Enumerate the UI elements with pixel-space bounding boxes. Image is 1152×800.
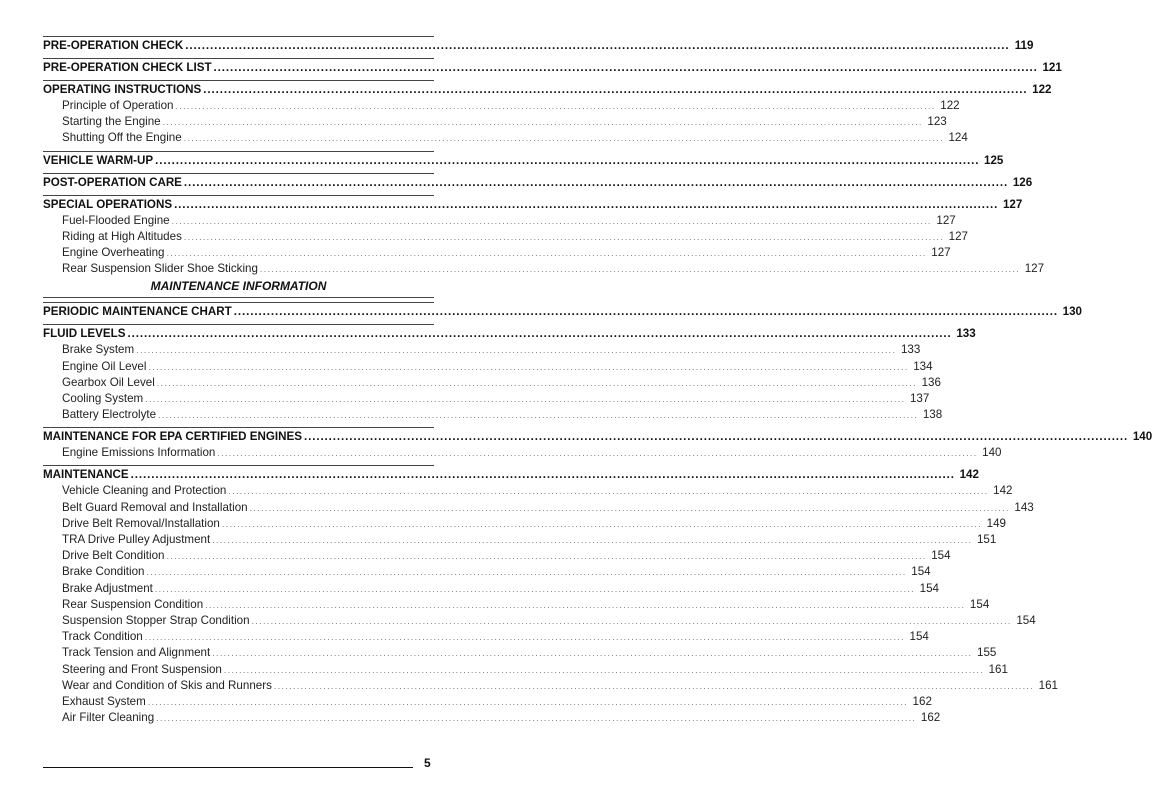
toc-sub-entry[interactable] [43,98,960,114]
entry-title: Engine Oil Level [62,359,147,373]
dot-leader: ........................................................................................................................................................................................................ [221,518,982,529]
toc-sub-entry[interactable] [43,500,1034,516]
dot-leader: ........................................................................................................................................................................................................ [259,264,1021,275]
toc-sub-entry[interactable] [43,613,1036,629]
dot-leader: ........................................................................................................................................................................................................ [158,410,919,421]
dot-leader: ........................................................................................................................................................................................................ [166,247,927,258]
entry-page-number: 122 [940,99,960,112]
entry-page-number: 140 [1132,430,1152,444]
dot-leader: ........................................................................................................................................................................................................ [212,648,973,659]
toc-sub-entry[interactable] [43,694,932,710]
toc-sub-entry[interactable] [43,407,943,423]
toc-sub-entry[interactable] [43,261,1045,277]
entry-page-number: 161 [988,662,1008,676]
entry-title: Riding at High Altitudes [62,229,182,243]
dot-leader: ........................................................................................................................................................................................................ [144,632,905,643]
dot-leader: ........................................................................................................................................................................................................ [146,567,907,578]
entry-title: Suspension Stopper Strap Condition [62,613,250,627]
entry-title: PERIODIC MAINTENANCE CHART [43,305,232,319]
entry-title: Brake Adjustment [62,581,153,595]
table-of-contents [43,36,1152,726]
dot-leader: ........................................................................................................................................................................................................ [185,39,1010,52]
entry-title: VEHICLE WARM-UP [43,153,154,167]
entry-title: Air Filter Cleaning [62,711,155,725]
toc-sub-entry[interactable] [43,710,941,726]
footer-rule [43,767,413,768]
entry-page-number: 154 [911,565,931,579]
entry-page-number: 138 [922,408,943,422]
dot-leader: ........................................................................................................................................................................................................ [127,327,952,341]
entry-page-number: 154 [931,549,951,563]
dot-leader: ........................................................................................................................................................................................................ [233,305,1058,319]
entry-page-number: 142 [993,484,1013,498]
dot-leader: ........................................................................................................................................................................................................ [217,448,978,459]
entry-page-number: 151 [976,533,997,546]
entry-page-number: 137 [909,391,930,405]
toc-sub-entry[interactable] [43,678,1058,694]
dot-leader: ........................................................................................................................................................................................................ [130,468,955,482]
toc-sub-entry[interactable] [43,445,1002,461]
toc-main-entry[interactable] [43,152,1004,169]
entry-page-number: 130 [1062,305,1082,319]
entry-page-number: 127 [948,229,968,243]
dot-leader: ........................................................................................................................................................................................................ [147,696,908,707]
entry-title: MAINTENANCE FOR EPA CERTIFIED ENGINES [43,430,302,444]
entry-page-number: 162 [912,694,932,708]
toc-sub-entry[interactable] [43,645,997,661]
toc-sub-entry[interactable] [43,391,930,407]
toc-main-entry[interactable] [43,428,1152,445]
toc-sub-entry[interactable] [43,359,933,375]
entry-page-number: 123 [927,115,947,129]
toc-main-entry[interactable] [43,37,1034,54]
toc-sub-entry[interactable] [43,483,1013,499]
toc-sub-entry[interactable] [43,114,947,130]
entry-title: Belt Guard Removal and Installation [62,500,248,514]
dot-leader: ........................................................................................................................................................................................................ [156,713,917,724]
dot-leader: ........................................................................................................................................................................................................ [162,117,923,128]
dot-leader: ........................................................................................................................................................................................................ [175,101,936,111]
entry-title: Vehicle Cleaning and Protection [62,484,227,498]
dot-leader: ........................................................................................................................................................................................................ [183,133,944,144]
entry-title: Rear Suspension Slider Shoe Sticking [62,262,258,276]
toc-main-entry[interactable] [43,196,1023,213]
entry-title: Exhaust System [62,694,146,708]
entry-page-number: 133 [900,343,921,357]
toc-sub-entry[interactable] [43,229,968,245]
toc-sub-entry[interactable] [43,662,1008,678]
entry-page-number: 125 [984,153,1004,167]
entry-page-number: 140 [982,446,1002,460]
entry-page-number: 119 [1014,39,1034,52]
entry-title: OPERATING INSTRUCTIONS [43,83,202,96]
entry-title: Engine Emissions Information [62,446,216,460]
entry-title: MAINTENANCE [43,468,129,482]
entry-title: Drive Belt Condition [62,549,165,563]
entry-page-number: 124 [948,131,968,145]
dot-leader: ........................................................................................................................................................................................................ [273,680,1034,691]
entry-page-number: 127 [931,245,951,259]
entry-title: Drive Belt Removal/Installation [62,516,220,530]
dot-leader: ........................................................................................................................................................................................................ [249,502,1010,513]
dot-leader: ........................................................................................................................................................................................................ [166,551,927,562]
toc-sub-entry[interactable] [43,375,941,391]
entry-title: PRE-OPERATION CHECK LIST [43,61,212,74]
dot-leader: ........................................................................................................................................................................................................ [156,377,917,388]
entry-title: Brake Condition [62,565,145,579]
entry-page-number: 121 [1042,61,1062,74]
dot-leader: ........................................................................................................................................................................................................ [155,153,980,167]
toc-main-entry[interactable] [43,466,979,483]
dot-leader: ........................................................................................................................................................................................................ [183,231,944,242]
dot-leader: ........................................................................................................................................................................................................ [174,197,999,211]
entry-page-number: 133 [956,327,976,341]
entry-page-number: 127 [1024,262,1045,276]
dot-leader: ........................................................................................................................................................................................................ [154,583,915,594]
toc-sub-entry[interactable] [43,516,1006,532]
toc-sub-entry[interactable] [43,130,968,146]
toc-sub-entry[interactable] [43,213,956,229]
entry-title: Shutting Off the Engine [62,131,182,145]
page-number: 5 [424,756,431,770]
entry-page-number: 143 [1014,500,1034,514]
entry-page-number: 155 [977,646,997,660]
entry-page-number: 162 [920,711,941,725]
toc-sub-entry[interactable] [43,597,990,613]
entry-title: Track Tension and Alignment [62,646,211,660]
entry-title: Brake System [62,343,135,357]
toc-main-entry[interactable] [43,174,1033,191]
entry-page-number: 127 [936,213,956,227]
entry-title: Gearbox Oil Level [62,375,155,389]
dot-leader: ........................................................................................................................................................................................................ [223,664,984,675]
entry-title: Engine Overheating [62,245,165,259]
toc-sub-entry[interactable] [43,581,939,597]
section-heading: MAINTENANCE INFORMATION [150,279,327,294]
entry-title: Cooling System [62,391,144,405]
entry-page-number: 149 [986,516,1006,530]
entry-page-number: 127 [1002,197,1023,211]
entry-title: Wear and Condition of Skis and Runners [62,678,272,692]
dot-leader: ........................................................................................................................................................................................................ [203,83,1028,96]
entry-title: SPECIAL OPERATIONS [43,197,173,211]
dot-leader: ........................................................................................................................................................................................................ [183,175,1009,189]
toc-main-entry[interactable] [43,303,1082,320]
entry-page-number: 154 [919,581,939,595]
toc-main-entry[interactable] [43,325,976,342]
entry-title: Principle of Operation [62,99,174,112]
entry-page-number: 154 [969,597,990,611]
dot-leader: ........................................................................................................................................................................................................ [145,393,906,404]
toc-main-entry[interactable] [43,81,1052,98]
entry-title: TRA Drive Pulley Adjustment [62,533,211,546]
toc-main-entry[interactable] [43,59,1062,76]
toc-sub-entry[interactable] [43,532,997,548]
entry-title: Track Condition [62,630,143,644]
toc-sub-entry[interactable] [43,342,921,358]
entry-page-number: 161 [1038,678,1058,692]
dot-leader: ........................................................................................................................................................................................................ [136,345,897,356]
entry-title: POST-OPERATION CARE [43,175,182,189]
entry-page-number: 154 [1016,613,1036,627]
dot-leader: ........................................................................................................................................................................................................ [148,361,909,372]
entry-title: Starting the Engine [62,115,161,129]
toc-sub-entry[interactable] [43,629,929,645]
dot-leader: ........................................................................................................................................................................................................ [205,599,966,610]
entry-title: PRE-OPERATION CHECK [43,39,184,52]
dot-leader: ........................................................................................................................................................................................................ [303,430,1129,444]
entry-page-number: 136 [921,375,941,389]
entry-page-number: 154 [909,630,929,644]
entry-title: Steering and Front Suspension [62,662,222,676]
toc-sub-entry[interactable] [43,245,951,261]
dot-leader: ........................................................................................................................................................................................................ [212,535,973,545]
entry-title: FLUID LEVELS [43,327,126,341]
entry-page-number: 126 [1012,175,1033,189]
dot-leader: ........................................................................................................................................................................................................ [213,61,1038,74]
entry-title: Battery Electrolyte [62,408,157,422]
entry-title: Fuel-Flooded Engine [62,213,170,227]
entry-page-number: 122 [1032,83,1052,96]
dot-leader: ........................................................................................................................................................................................................ [171,215,932,226]
entry-page-number: 134 [913,359,933,373]
dot-leader: ........................................................................................................................................................................................................ [228,486,989,497]
toc-sub-entry[interactable] [43,548,951,564]
dot-leader: ........................................................................................................................................................................................................ [251,615,1012,626]
toc-sub-entry[interactable] [43,564,931,580]
entry-title: Rear Suspension Condition [62,597,204,611]
entry-page-number: 142 [959,468,979,482]
